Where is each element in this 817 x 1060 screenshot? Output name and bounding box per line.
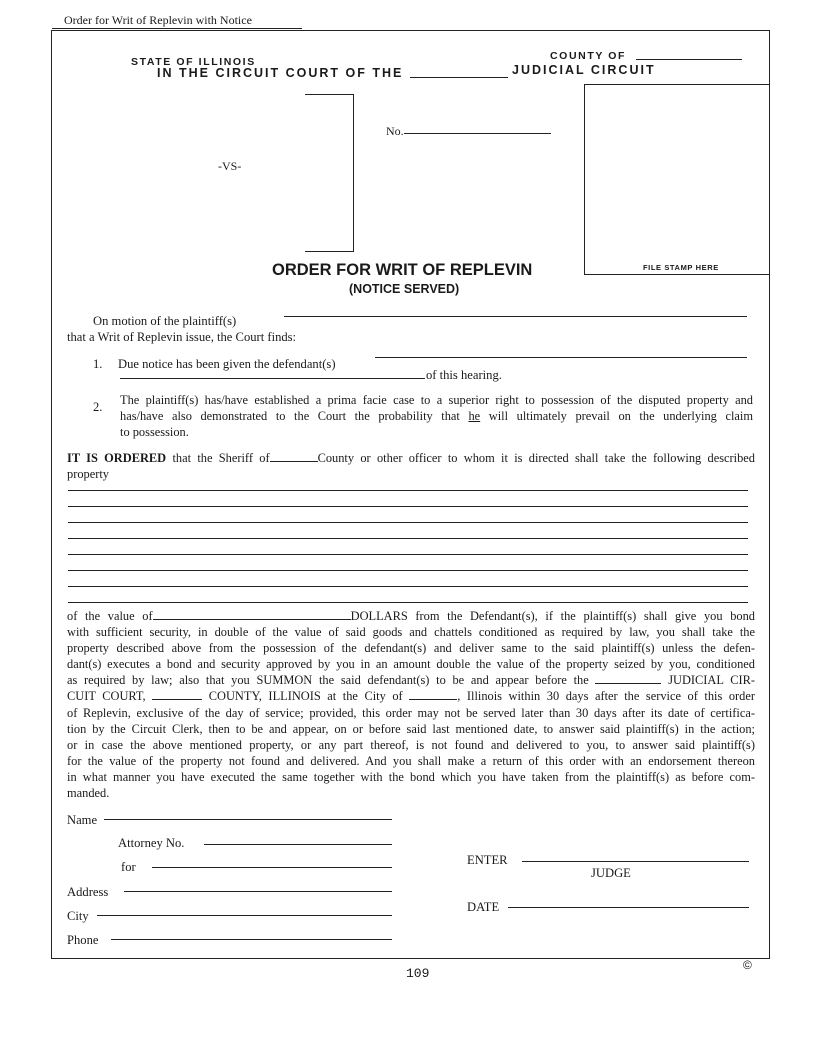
body-text-5a: as required by law; also that you SUMMON the said defendant(s) to be and appear before the (67, 673, 589, 688)
circuit-number-field[interactable] (410, 77, 508, 78)
state-label: STATE OF ILLINOIS (131, 56, 256, 68)
finding-1-hearing: of this hearing. (426, 368, 502, 382)
property-line[interactable] (68, 602, 748, 603)
date-field[interactable] (508, 907, 749, 908)
attorney-name-label: Name (67, 813, 98, 827)
order-body-paragraph (67, 608, 755, 801)
property-line[interactable] (68, 490, 748, 491)
judge-signature-field[interactable] (522, 861, 749, 862)
vs-label: -VS- (218, 159, 242, 173)
body-line-3: property described above from the possession of the defendant(s) and deliver same to the said plaintiff(s) unless the defen- (67, 641, 755, 656)
attorney-city-field[interactable] (97, 915, 392, 916)
body-line-10: for the value of the property not found and delivered. And you shall make a return of this order with an endorsement thereon (67, 753, 755, 768)
attorney-phone-field[interactable] (111, 939, 392, 940)
body-line-7: of Replevin, exclusive of the day of service; provided, this order may not be served later than 30 days after its date of certifica- (67, 705, 755, 720)
attorney-no-field[interactable] (204, 844, 392, 845)
property-line[interactable] (68, 586, 748, 587)
motion-text: On motion of the plaintiff(s) (93, 314, 237, 328)
case-no-label: No. (386, 124, 404, 138)
defendant-field[interactable] (375, 357, 747, 358)
body-line-6: CUIT COURT, COUNTY, ILLINOIS at the City of , Illinois within 30 days after the service of this order (67, 689, 755, 704)
value-field[interactable] (153, 609, 351, 620)
county-field[interactable] (636, 59, 742, 60)
file-stamp-label: FILE STAMP HERE (643, 263, 719, 272)
body-line-4: dant(s) executes a bond and security approved by you in an amount double the value of the property seized by you, conditioned (67, 657, 755, 672)
file-stamp-box (584, 84, 769, 275)
attorney-phone-label: Phone (67, 933, 99, 947)
attorney-for-label: for (121, 860, 136, 874)
body-text-5b: JUDICIAL CIR- (668, 673, 755, 688)
finding-2-number: 2. (93, 400, 103, 414)
judicial-circuit-label: JUDICIAL CIRCUIT (512, 63, 656, 77)
attorney-name-field[interactable] (104, 819, 392, 820)
finding-2-text-a: has/have also demonstrated to the Court the probability that (120, 409, 460, 424)
case-no-field[interactable] (404, 133, 551, 134)
property-line[interactable] (68, 570, 748, 571)
body-line-5 (67, 672, 755, 688)
judicial-circuit-field[interactable] (595, 673, 661, 684)
date-label: DATE (467, 900, 500, 914)
body-line-8: tion by the Circuit Clerk, then to be and appear, on or before said last mentioned date, to answer said plaintiff(s) in the action; (67, 721, 755, 736)
ordered-line-1 (67, 450, 755, 466)
page-number: 109 (406, 966, 430, 981)
county-of-label: COUNTY OF (550, 50, 627, 62)
attorney-city-label: City (67, 909, 89, 923)
sheriff-county-field[interactable] (270, 451, 318, 462)
attorney-for-field[interactable] (152, 867, 392, 868)
finding-2-line-1: The plaintiff(s) has/have established a prima facie case to a superior right to possession of the disputed property and (120, 393, 753, 407)
ordered-line-2: property (67, 467, 109, 482)
attorney-no-label: Attorney No. (118, 836, 185, 850)
caption-bracket (305, 94, 354, 252)
body-text-6c: Illinois within 30 days after the service of this order (466, 689, 755, 704)
property-line[interactable] (68, 538, 748, 539)
pronoun-field[interactable]: he (468, 409, 481, 424)
finding-2-line-3: to possession. (120, 425, 189, 440)
body-text-1b: DOLLARS from the Defendant(s), if the plaintiff(s) shall give you bond (350, 609, 756, 623)
copyright-symbol: © (743, 958, 752, 972)
ordered-text-b: County or other officer to whom it is directed shall take the following described (317, 451, 756, 465)
ordered-lead: IT IS ORDERED (67, 451, 167, 465)
body-line-12: manded. (67, 786, 110, 801)
property-line[interactable] (68, 522, 748, 523)
title-underline (52, 28, 302, 29)
ordered-text-a: that the Sheriff of (172, 451, 270, 465)
body-line-1 (67, 608, 755, 624)
body-text-1a: of the value of (67, 609, 153, 623)
finding-2-line-2 (120, 408, 753, 424)
plaintiff-field[interactable] (284, 316, 747, 317)
property-line[interactable] (68, 554, 748, 555)
body-line-11: in what manner you have executed the same together with the bond which you have taken from the plaintiff(s) as before com- (67, 769, 755, 784)
motion-finds-text: that a Writ of Replevin issue, the Court finds: (67, 330, 297, 344)
defendant-field-2[interactable] (120, 378, 425, 379)
attorney-address-label: Address (67, 885, 109, 899)
court-county-field[interactable] (152, 689, 202, 700)
property-line[interactable] (68, 506, 748, 507)
finding-1-number: 1. (93, 357, 103, 371)
form-title: Order for Writ of Replevin with Notice (64, 13, 252, 27)
city-of-field[interactable] (409, 689, 457, 700)
enter-label: ENTER (467, 853, 508, 867)
judge-label: JUDGE (591, 866, 631, 880)
body-line-9: or in case the above mentioned property, or any part thereof, is not found and delivered to you, to answer said plaintiff(s) (67, 737, 755, 752)
document-subtitle: (NOTICE SERVED) (349, 282, 460, 296)
body-line-2: with sufficient security, in double of the value of said goods and chattels conditioned as required by law, you shall take the (67, 625, 755, 640)
finding-2-text-b: will ultimately prevail on the underlying claim (488, 409, 753, 424)
finding-2-paragraph (120, 392, 753, 440)
ordered-paragraph (67, 450, 755, 482)
body-text-6a: CUIT COURT, (67, 689, 146, 704)
body-text-6b: COUNTY, ILLINOIS at the City of (208, 689, 403, 704)
circuit-court-label: IN THE CIRCUIT COURT OF THE (157, 66, 404, 80)
attorney-address-field[interactable] (124, 891, 392, 892)
finding-1-text: Due notice has been given the defendant(s) (118, 357, 336, 371)
document-title: ORDER FOR WRIT OF REPLEVIN (272, 261, 533, 279)
